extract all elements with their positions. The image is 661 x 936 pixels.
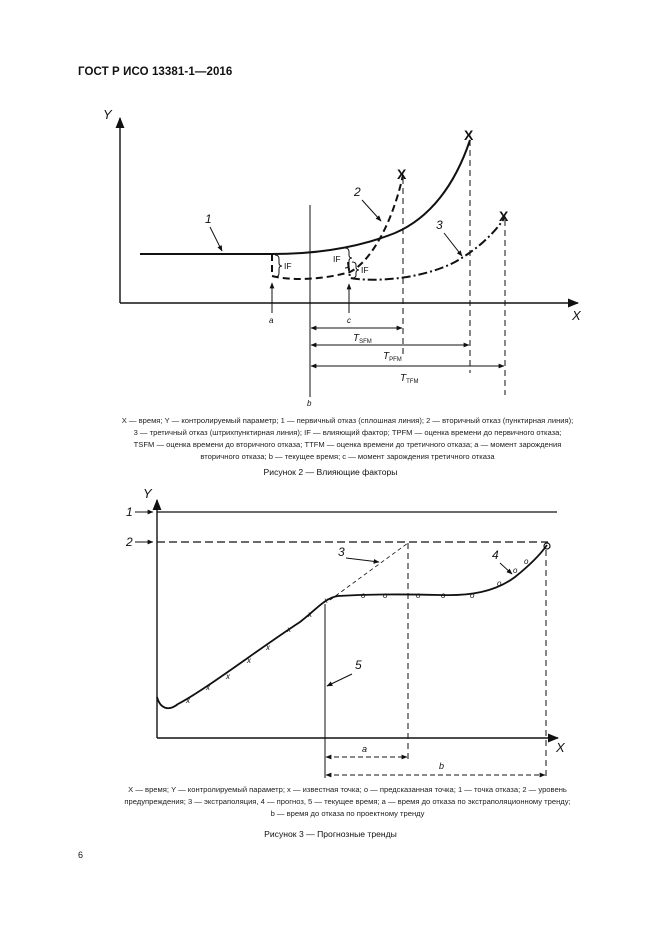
fig3-predicted-point: o [361, 591, 366, 600]
fig2-caption: Рисунок 2 — Влияющие факторы [263, 467, 398, 477]
fig3-label-5: 5 [355, 658, 362, 672]
fig3-leader-3 [346, 558, 379, 562]
fig3-known-point: x [324, 596, 328, 605]
fig3-predicted-point: o [441, 591, 446, 600]
fig3-predicted-point: o [524, 557, 529, 566]
fig2-x-label: X [572, 308, 581, 323]
fig2-if-label-a: IF [284, 261, 292, 271]
fig2-legend-line: вторичного отказа; b — текущее время; c — момент зарождения третичного отказа [200, 452, 495, 461]
fig3-caption: Рисунок 3 — Прогнозные тренды [264, 829, 397, 839]
fig3-trend-curve [157, 545, 547, 708]
fig2-label-1: 1 [205, 212, 212, 226]
fig3-label-a: a [362, 744, 368, 754]
fig3-predicted-point: o [470, 591, 475, 600]
fig2-point-a-label: a [269, 316, 274, 325]
fig2-leader-3 [444, 233, 462, 256]
fig3-predicted-point: o [383, 591, 388, 600]
fig2-curve-tertiary [348, 217, 505, 280]
fig3-legend-line: b — время до отказа по проектному тренду [270, 809, 425, 818]
fig2-failure-mark-primary: X [464, 127, 474, 143]
fig2-failure-mark-tertiary: X [499, 208, 509, 224]
fig2-t-sfm-label: $T_{SFM}$ [353, 333, 372, 345]
figure-2-diagram [0, 100, 661, 410]
fig3-predicted-points [361, 557, 529, 600]
fig2-label-3: 3 [436, 218, 443, 232]
fig3-predicted-point: o [416, 591, 421, 600]
fig2-point-c-label: c [347, 316, 351, 325]
fig2-legend-line: 3 — третичный отказ (штрихпунктирная линия); IF — влияющий фактор; TPFM — оценка времени до первичного отказа; [133, 428, 562, 437]
fig3-known-point: x [247, 656, 251, 665]
fig3-known-point: x [206, 683, 210, 692]
fig3-label-4: 4 [492, 548, 499, 562]
fig3-label-1: 1 [126, 505, 133, 519]
fig2-y-label: Y [103, 107, 112, 122]
fig3-legend-line: X — время; Y — контролируемый параметр; x — известная точка; o — предсказанная точка; 1 — точка отказа; 2 — уровень [128, 785, 567, 794]
fig3-leader-5 [327, 674, 352, 686]
fig2-leader-1 [210, 227, 222, 251]
fig2-if-brace-a [275, 255, 282, 277]
fig2-t-pfm-label: $T_{PFM}$ [383, 351, 402, 363]
fig2-if-brace-b [345, 248, 352, 268]
fig2-label-2: 2 [354, 185, 361, 199]
fig3-known-point: x [287, 625, 291, 634]
fig2-t-tfm-label: $T_{TFM}$ [400, 373, 419, 385]
fig2-if-label-c: IF [361, 265, 369, 275]
fig3-y-label: Y [143, 486, 152, 501]
fig2-legend [70, 415, 625, 463]
fig2-failure-mark-secondary: X [397, 166, 407, 182]
fig2-legend-line: TSFM — оценка времени до вторичного отказа; TTFM — оценка времени до третичного отказа; a — момент зарождения [133, 440, 562, 449]
fig3-predicted-point: o [497, 579, 502, 588]
fig3-x-label: X [556, 740, 565, 755]
fig3-label-b: b [439, 761, 445, 771]
fig3-legend-line: предупреждения; 3 — экстраполяция, 4 — прогноз, 5 — текущее время; a — время до отказа по экстраполяционному тренду; [124, 797, 571, 806]
fig2-legend-line: X — время; Y — контролируемый параметр; 1 — первичный отказ (сплошная линия); 2 — вторичный отказ (пунктирная линия); [121, 416, 574, 425]
standard-title: ГОСТ Р ИСО 13381-1—2016 [78, 66, 233, 78]
fig3-known-point: x [308, 610, 312, 619]
fig2-curve-primary [140, 140, 470, 254]
fig3-label-3: 3 [338, 545, 345, 559]
page-number: 6 [78, 850, 84, 860]
fig3-label-2: 2 [126, 535, 133, 549]
fig3-legend [70, 784, 625, 820]
figure-3-diagram [0, 480, 661, 780]
fig3-leader-4 [500, 563, 512, 574]
fig3-predicted-point: o [513, 566, 518, 575]
fig3-known-point: x [266, 643, 270, 652]
fig3-known-point: x [226, 672, 230, 681]
fig3-known-point: x [186, 696, 190, 705]
fig2-leader-2 [362, 200, 381, 221]
fig2-point-b-label: b [307, 399, 312, 408]
fig2-if-label-b: IF [333, 254, 341, 264]
